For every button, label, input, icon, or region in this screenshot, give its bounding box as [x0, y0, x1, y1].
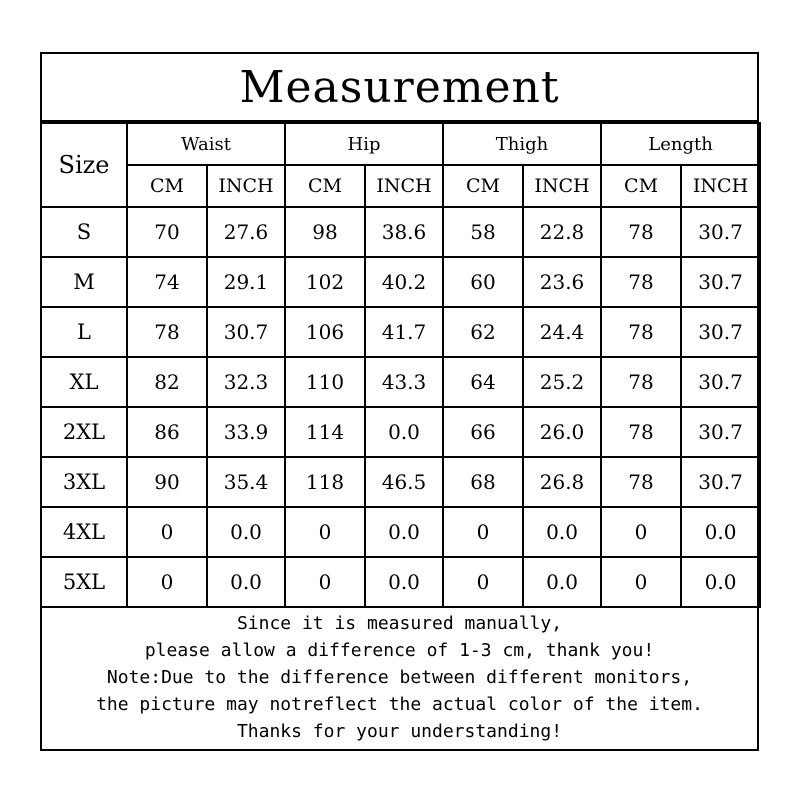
measurement-cell: 30.7 [681, 457, 760, 507]
measurement-cell: 43.3 [365, 357, 443, 407]
waist-header: Waist [127, 123, 285, 165]
measurement-cell: 0.0 [523, 557, 601, 607]
measurement-cell: 33.9 [207, 407, 285, 457]
chart-title: Measurement [42, 54, 757, 122]
length-header: Length [601, 123, 760, 165]
table-row [41, 357, 760, 407]
measurement-chart [40, 52, 759, 751]
measurement-cell: 118 [285, 457, 365, 507]
measurement-cell: 62 [443, 307, 523, 357]
note-line: Since it is measured manually, [236, 613, 563, 634]
measurement-cell: 0.0 [681, 507, 760, 557]
measurement-cell: 0.0 [207, 507, 285, 557]
size-cell: XL [41, 357, 127, 407]
notes-section [42, 606, 757, 749]
measurement-cell: 58 [443, 207, 523, 257]
measurement-cell: 64 [443, 357, 523, 407]
note-line: Note:Due to the difference between different monitors, [106, 667, 693, 688]
measurement-cell: 0 [285, 507, 365, 557]
unit-header: CM [443, 165, 523, 207]
measurement-cell: 78 [601, 357, 681, 407]
measurement-cell: 0.0 [523, 507, 601, 557]
measurement-cell: 0.0 [681, 557, 760, 607]
thigh-header: Thigh [443, 123, 601, 165]
measurement-cell: 78 [601, 257, 681, 307]
unit-header: CM [601, 165, 681, 207]
unit-header: INCH [681, 165, 760, 207]
measurement-cell: 0 [601, 557, 681, 607]
measurement-cell: 0.0 [365, 507, 443, 557]
unit-header: INCH [365, 165, 443, 207]
measurement-cell: 26.0 [523, 407, 601, 457]
measurement-cell: 30.7 [681, 407, 760, 457]
measurement-cell: 106 [285, 307, 365, 357]
measurement-cell: 0 [285, 557, 365, 607]
measurement-cell: 46.5 [365, 457, 443, 507]
measurement-cell: 114 [285, 407, 365, 457]
measurement-cell: 0 [443, 507, 523, 557]
measurement-cell: 35.4 [207, 457, 285, 507]
table-row [41, 457, 760, 507]
measurement-cell: 90 [127, 457, 207, 507]
size-cell: 5XL [41, 557, 127, 607]
measurement-cell: 23.6 [523, 257, 601, 307]
unit-header: INCH [207, 165, 285, 207]
unit-header-row [41, 165, 760, 207]
note-line: please allow a difference of 1-3 cm, thank you! [144, 640, 655, 661]
measurement-cell: 0 [127, 507, 207, 557]
measurement-cell: 22.8 [523, 207, 601, 257]
note-line: the picture may notreflect the actual color of the item. [96, 694, 703, 715]
measurement-cell: 32.3 [207, 357, 285, 407]
size-cell: 3XL [41, 457, 127, 507]
table-row [41, 257, 760, 307]
measurement-cell: 74 [127, 257, 207, 307]
measurement-cell: 29.1 [207, 257, 285, 307]
measurement-cell: 40.2 [365, 257, 443, 307]
measurement-cell: 60 [443, 257, 523, 307]
size-cell: 2XL [41, 407, 127, 457]
table-row [41, 407, 760, 457]
size-cell: M [41, 257, 127, 307]
measurement-cell: 78 [601, 307, 681, 357]
size-cell: L [41, 307, 127, 357]
measurement-cell: 24.4 [523, 307, 601, 357]
group-header-row [41, 123, 760, 165]
measurement-cell: 110 [285, 357, 365, 407]
table-row [41, 307, 760, 357]
measurement-cell: 38.6 [365, 207, 443, 257]
measurement-cell: 98 [285, 207, 365, 257]
measurement-cell: 66 [443, 407, 523, 457]
hip-header: Hip [285, 123, 443, 165]
measurement-cell: 78 [601, 457, 681, 507]
measurement-cell: 41.7 [365, 307, 443, 357]
table-row [41, 557, 760, 607]
measurement-cell: 102 [285, 257, 365, 307]
table-row [41, 207, 760, 257]
measurement-cell: 78 [601, 207, 681, 257]
table-row [41, 507, 760, 557]
unit-header: INCH [523, 165, 601, 207]
measurement-cell: 30.7 [681, 307, 760, 357]
measurement-cell: 30.7 [681, 257, 760, 307]
measurement-cell: 25.2 [523, 357, 601, 407]
measurement-cell: 26.8 [523, 457, 601, 507]
note-line: Thanks for your understanding! [236, 721, 563, 742]
measurement-cell: 78 [601, 407, 681, 457]
measurement-cell: 0 [601, 507, 681, 557]
measurement-cell: 27.6 [207, 207, 285, 257]
measurement-cell: 30.7 [681, 207, 760, 257]
measurement-cell: 0 [443, 557, 523, 607]
unit-header: CM [285, 165, 365, 207]
measurement-cell: 70 [127, 207, 207, 257]
measurement-cell: 86 [127, 407, 207, 457]
measurement-cell: 30.7 [681, 357, 760, 407]
table-body [41, 207, 760, 607]
measurement-cell: 78 [127, 307, 207, 357]
unit-header: CM [127, 165, 207, 207]
measurement-cell: 0 [127, 557, 207, 607]
size-cell: 4XL [41, 507, 127, 557]
size-cell: S [41, 207, 127, 257]
measurement-cell: 0.0 [365, 407, 443, 457]
measurement-cell: 82 [127, 357, 207, 407]
measurement-cell: 68 [443, 457, 523, 507]
size-column-header: Size [41, 123, 127, 207]
measurement-cell: 0.0 [365, 557, 443, 607]
size-table [40, 122, 761, 608]
measurement-cell: 0.0 [207, 557, 285, 607]
measurement-cell: 30.7 [207, 307, 285, 357]
